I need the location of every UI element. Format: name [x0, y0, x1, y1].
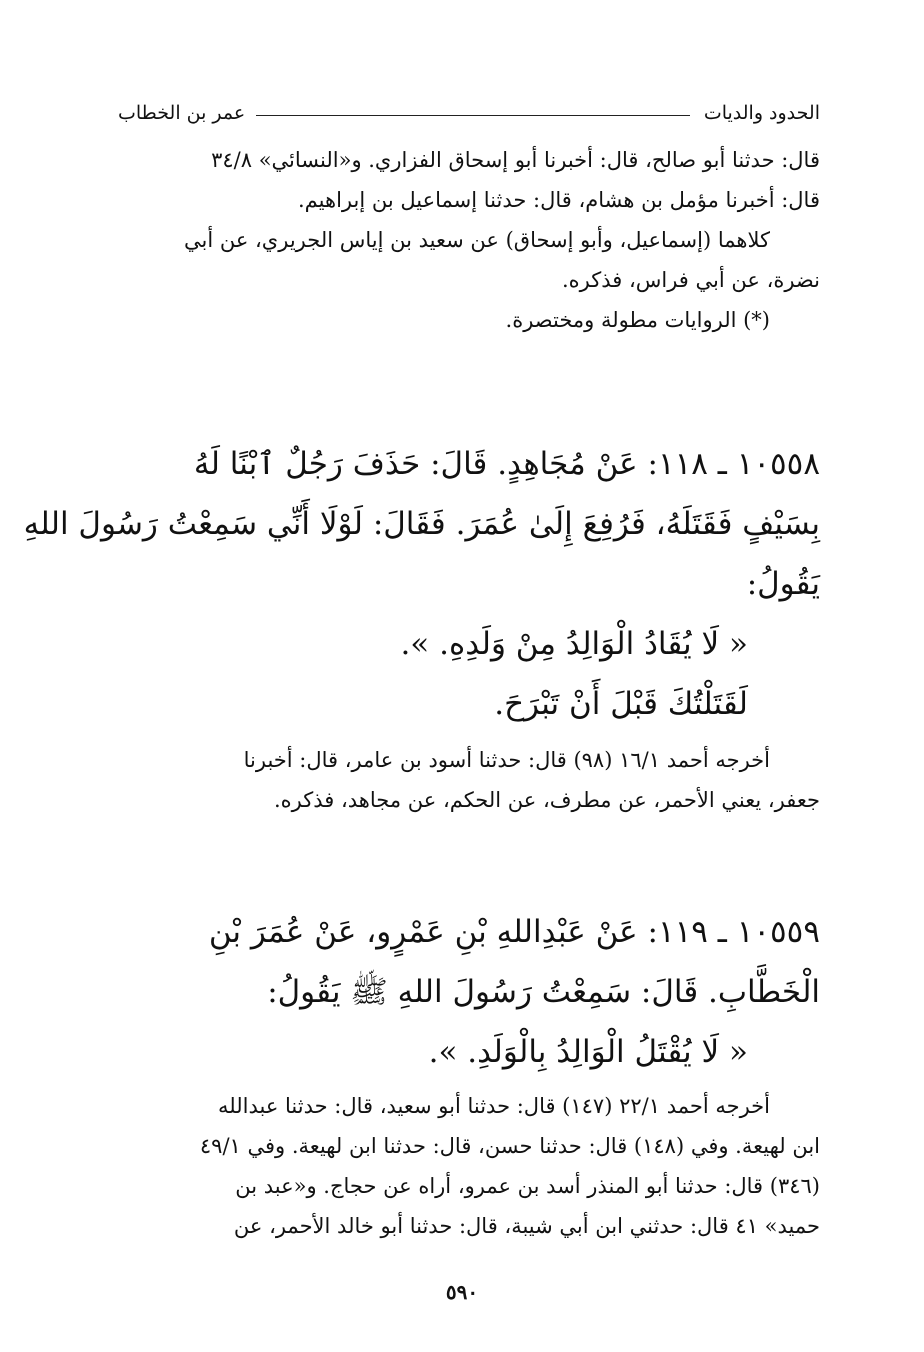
- hadith-line: يَقُولُ:: [746, 566, 820, 602]
- takhrij-block-2: [100, 1086, 820, 1246]
- hadith-line: الْخَطَّابِ. قَالَ: سَمِعْتُ رَسُولَ اللهِ ﷺ يَقُولُ:: [267, 974, 820, 1010]
- takhrij-line: أخرجه أحمد ١٦/١ (٩٨) قال: حدثنا أسود بن عامر، قال: أخبرنا: [243, 748, 770, 772]
- text-line: كلاهما (إسماعيل، وأبو إسحاق) عن سعيد بن إياس الجريري، عن أبي: [183, 228, 770, 252]
- hadith-line: ١٠٥٥٨ ـ ١١٨: عَنْ مُجَاهِدٍ. قَالَ: حَذَفَ رَجُلٌ ٱبْنًا لَهُ: [193, 446, 820, 482]
- hadith-quote: « لَا يُقَادُ الْوَالِدُ مِنْ وَلَدِهِ. ».: [400, 626, 748, 662]
- takhrij-line: حميد» ٤١ قال: حدثني ابن أبي شيبة، قال: حدثنا أبو خالد الأحمر، عن: [233, 1214, 820, 1238]
- header-section-title: الحدود والديات: [703, 102, 820, 124]
- takhrij-line: أخرجه أحمد ٢٢/١ (١٤٧) قال: حدثنا أبو سعيد، قال: حدثنا عبدالله: [218, 1094, 770, 1118]
- hadith-line: لَقَتَلْتُكَ قَبْلَ أَنْ تَبْرَحَ.: [494, 686, 748, 722]
- takhrij-block-1: [100, 740, 820, 820]
- running-header: [118, 96, 820, 130]
- takhrij-line: (٣٤٦) قال: حدثنا أبو المنذر أسد بن عمرو، أراه عن حجاج. و«عبد بن: [235, 1174, 820, 1198]
- hadith-10558: [23, 434, 820, 734]
- narration-chain-block: [100, 140, 820, 340]
- takhrij-line: جعفر، يعني الأحمر، عن مطرف، عن الحكم، عن مجاهد، فذكره.: [274, 788, 820, 812]
- takhrij-line: ابن لهيعة. وفي (١٤٨) قال: حدثنا حسن، قال: حدثنا ابن لهيعة. وفي ٤٩/١: [199, 1134, 820, 1158]
- hadith-line: بِسَيْفٍ فَقَتَلَهُ، فَرُفِعَ إِلَىٰ عُمَرَ. فَقَالَ: لَوْلَا أَنِّي سَمِعْتُ رَسُولَ اللهِ: [23, 506, 820, 542]
- text-line: قال: حدثنا أبو صالح، قال: أخبرنا أبو إسحاق الفزاري. و«النسائي» ٣٤/٨: [211, 148, 820, 172]
- hadith-line: ١٠٥٥٩ ـ ١١٩: عَنْ عَبْدِاللهِ بْنِ عَمْرٍو، عَنْ عُمَرَ بْنِ: [208, 914, 820, 950]
- text-line: نضرة، عن أبي فراس، فذكره.: [561, 268, 820, 292]
- header-rule: [256, 115, 690, 116]
- hadith-quote: « لَا يُقْتَلُ الْوَالِدُ بِالْوَلَدِ. ».: [428, 1034, 748, 1070]
- text-line: قال: أخبرنا مؤمل بن هشام، قال: حدثنا إسماعيل بن إبراهيم.: [298, 188, 820, 212]
- header-chapter-title: عمر بن الخطاب: [118, 102, 246, 124]
- page-number: ٥٩٠: [445, 1280, 479, 1304]
- footnote-note: (*) الروايات مطولة ومختصرة.: [505, 308, 770, 332]
- hadith-10559: [100, 902, 820, 1082]
